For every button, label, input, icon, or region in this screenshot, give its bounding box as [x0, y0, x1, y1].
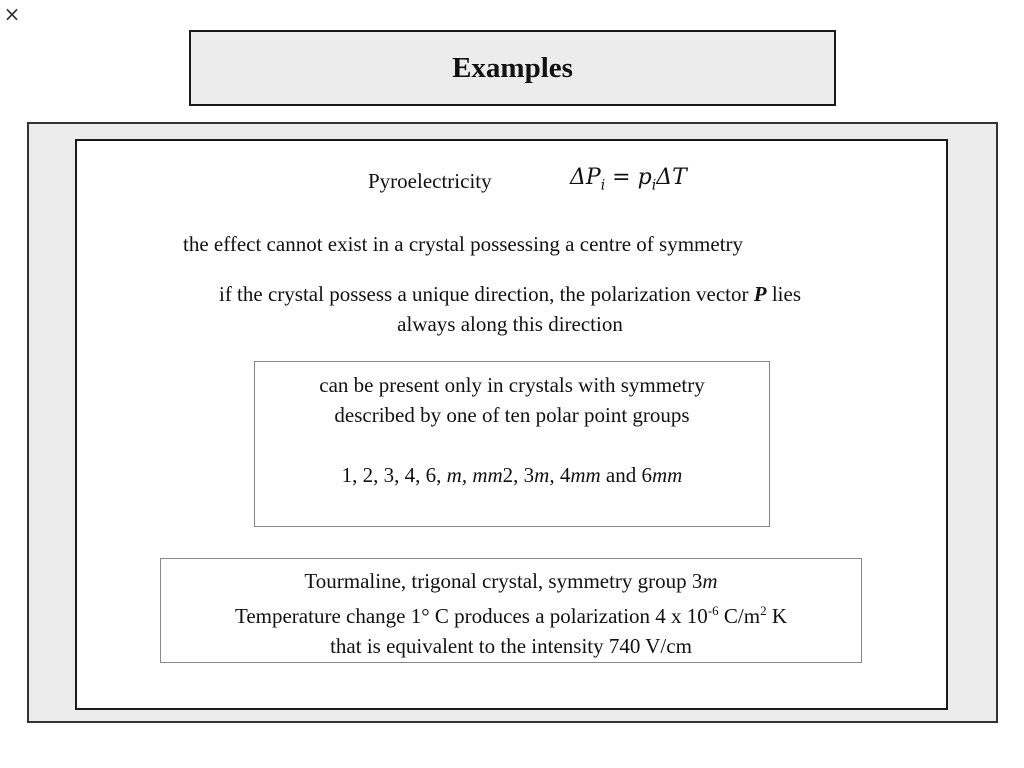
exponent: -6	[707, 603, 719, 618]
tourmaline-line-1	[161, 566, 861, 596]
polarization-vector-P: P	[753, 282, 767, 306]
formula-p: p	[637, 165, 652, 190]
tourmaline-m: m	[702, 569, 718, 593]
polarization-statement-2: always along this direction	[397, 312, 623, 336]
temperature-text: Temperature change 1° C produces a polarization 4 x 10	[234, 604, 708, 628]
group-text: m, mm	[446, 463, 503, 487]
symmetry-statement: the effect cannot exist in a crystal possessing a centre of symmetry	[183, 232, 744, 256]
formula-P: P	[585, 165, 601, 190]
tourmaline-line-2	[161, 596, 861, 631]
polarization-statement	[150, 279, 870, 309]
polarization-text-a: if the crystal possess a unique direction, the polarization vector	[218, 282, 754, 306]
pyro-formula	[570, 165, 687, 193]
polar-box-line-2: described by one of ten polar point groups	[334, 403, 690, 427]
formula-delta-T: ΔT	[656, 165, 687, 190]
formula-sub-i: i	[600, 177, 606, 194]
group-text: and 6	[600, 463, 652, 487]
formula-equals: =	[605, 165, 638, 190]
group-text: 2, 3	[502, 463, 535, 487]
group-text: mm	[570, 463, 601, 487]
page-title: Examples	[452, 51, 573, 84]
title-box	[189, 30, 836, 106]
polar-groups-list	[255, 460, 769, 490]
close-icon[interactable]: ×	[3, 2, 21, 26]
exponent: 2	[760, 603, 767, 618]
tourmaline-text: Tourmaline, trigonal crystal, symmetry group 3	[304, 569, 703, 593]
polar-groups-box	[254, 361, 770, 527]
group-text: 1, 2, 3, 4, 6,	[341, 463, 447, 487]
polar-box-line-1: can be present only in crystals with symmetry	[319, 373, 705, 397]
group-text: , 4	[549, 463, 571, 487]
unit-text: K	[766, 604, 788, 628]
unit-text: C/m	[718, 604, 761, 628]
formula-delta: Δ	[570, 165, 586, 190]
tourmaline-line-3: that is equivalent to the intensity 740 V/cm	[330, 634, 692, 658]
formula-sub-i-2: i	[651, 177, 657, 194]
tourmaline-box	[160, 558, 862, 663]
group-text: m	[534, 463, 550, 487]
pyroelectricity-label: Pyroelectricity	[368, 169, 492, 193]
group-text: mm	[652, 463, 683, 487]
polarization-text-b: lies	[766, 282, 801, 306]
